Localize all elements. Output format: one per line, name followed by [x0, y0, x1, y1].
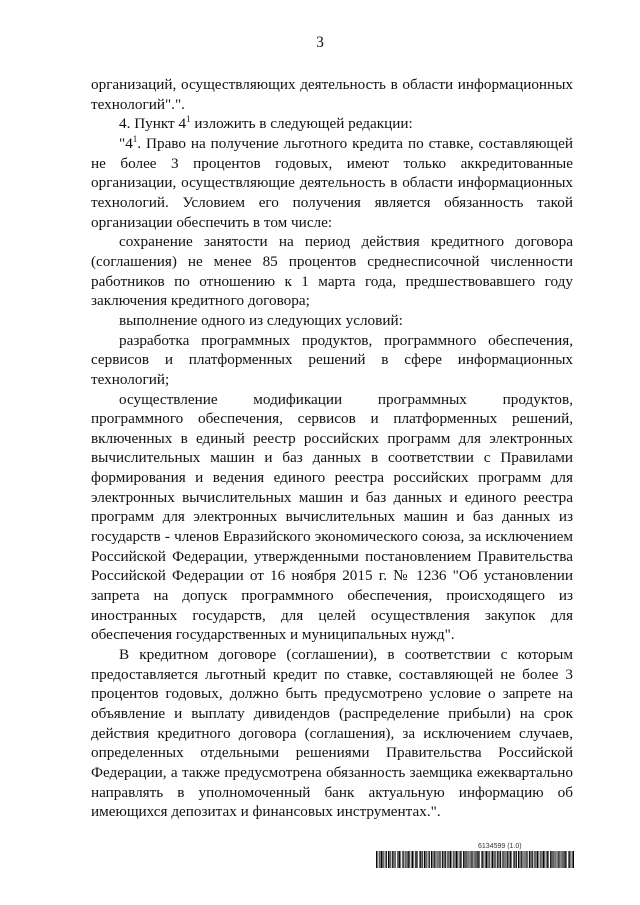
page-number: 3	[316, 34, 324, 51]
document-body	[91, 75, 573, 822]
paragraph-3-end: . Право на получение льготного кредита по ставке, составляющей не более 3 процентов годовых, имеют только аккредитованные организации, осуществляющие деятельность в области информационных технологий. Условием его получения является обязанность такой организации обеспечить в том числе:	[91, 134, 573, 231]
paragraph-6: разработка программных продуктов, программного обеспечения, сервисов и платформенных решений в сфере информационных технологий;	[91, 331, 573, 388]
paragraph-2	[91, 114, 573, 134]
paragraph-4: сохранение занятости на период действия кредитного договора (соглашения) не менее 85 процентов среднесписочной численности работников по отношению к 1 марта года, предшествовавшего году заключения кредитного договора;	[91, 233, 573, 310]
paragraph-1: организаций, осуществляющих деятельность в области информационных технологий".".	[91, 76, 573, 113]
paragraph-7: осуществление модификации программных продуктов, программного обеспечения, сервисов и платформенных решений, включенных в единый реестр российских программ для электронных вычислительных машин и баз данных в соответствии с Правилами формирования и ведения единого реестра российских программ для электронных вычислительных машин и баз данных и единого реестра программ для электронных вычислительных машин и баз данных из государств - членов Евразийского экономического союза, за исключением Российской Федерации, утвержденными постановлением Правительства Российской Федерации от 16 ноября 2015 г. № 1236 "Об установлении запрета на допуск программного обеспечения, происходящего из иностранных государств, для целей осуществления закупок для обеспечения государственных и муниципальных нужд".	[91, 390, 573, 644]
paragraph-2-end: изложить в следующей редакции:	[190, 115, 413, 133]
document-code: 6134599 (1.0)	[478, 843, 522, 850]
paragraph-2-start: 4. Пункт 4	[119, 115, 187, 133]
superscript: 1	[186, 114, 191, 125]
paragraph-3	[91, 134, 573, 232]
paragraph-3-start: "4	[119, 134, 133, 152]
superscript: 1	[132, 133, 138, 144]
paragraph-8: В кредитном договоре (соглашении), в соответствии с которым предоставляется льготный кредит по ставке, составляющей не более 3 процентов годовых, должно быть предусмотрено условие о запрете на объявление и выплату дивидендов (распределение прибыли) на срок действия кредитного договора (соглашения), за исключением случаев, определенных отдельными решениями Правительства Российской Федерации, а также предусмотрена обязанность заемщика ежеквартально направлять в уполномоченный банк актуальную информацию об имеющихся депозитах и финансовых инструментах.".	[91, 646, 573, 821]
paragraph-5: выполнение одного из следующих условий:	[119, 311, 403, 329]
barcode	[376, 851, 574, 868]
